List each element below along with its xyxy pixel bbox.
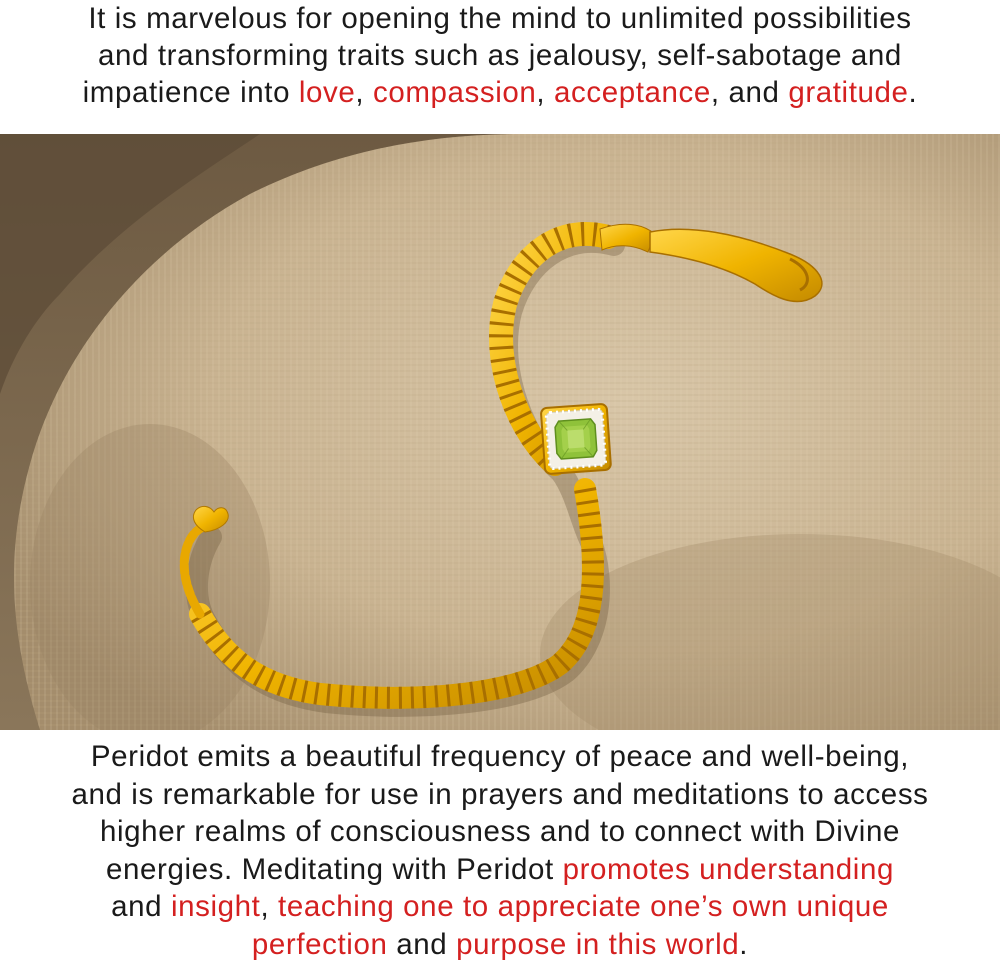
period: .	[908, 76, 918, 109]
highlight-perfection: perfection	[251, 927, 388, 961]
description-line-4	[0, 851, 1000, 889]
description-line-4-text: energies. Meditating with Peridot	[106, 852, 563, 886]
highlight-acceptance: acceptance	[554, 76, 711, 109]
description-line-6-text: and	[387, 927, 457, 961]
separator: ,	[260, 890, 279, 923]
highlight-compassion: compassion	[373, 76, 537, 109]
intro-line-3-text: impatience into	[82, 76, 299, 109]
intro-text	[0, 0, 1000, 111]
highlight-purpose: purpose in this world	[456, 927, 740, 961]
separator: , and	[710, 76, 789, 109]
highlight-gratitude: gratitude	[788, 76, 909, 109]
period: .	[739, 927, 749, 961]
description-text	[0, 738, 1000, 963]
bracelet-photo	[0, 134, 1000, 730]
description-line-5-text: and	[111, 890, 171, 923]
separator: ,	[536, 76, 555, 109]
description-line-5	[0, 888, 1000, 926]
separator: ,	[355, 76, 373, 109]
description-line-2: and is remarkable for use in prayers and meditations to access	[71, 777, 929, 811]
peridot-gem-setting	[541, 404, 611, 474]
highlight-insight: insight	[170, 890, 261, 923]
description-line-1: Peridot emits a beautiful frequency of peace and well-being,	[90, 740, 910, 773]
highlight-promotes-understanding: promotes understanding	[562, 852, 894, 886]
highlight-teaching: teaching one to appreciate one’s own unique	[278, 890, 889, 923]
intro-line-1: It is marvelous for opening the mind to unlimited possibilities	[88, 2, 912, 35]
intro-line-3	[0, 74, 1000, 111]
highlight-love: love	[298, 76, 356, 109]
intro-line-2: and transforming traits such as jealousy, self-sabotage and	[98, 39, 902, 72]
description-line-6	[0, 926, 1000, 963]
fabric-shadow	[30, 424, 270, 730]
description-line-3: higher realms of consciousness and to connect with Divine	[100, 815, 900, 848]
